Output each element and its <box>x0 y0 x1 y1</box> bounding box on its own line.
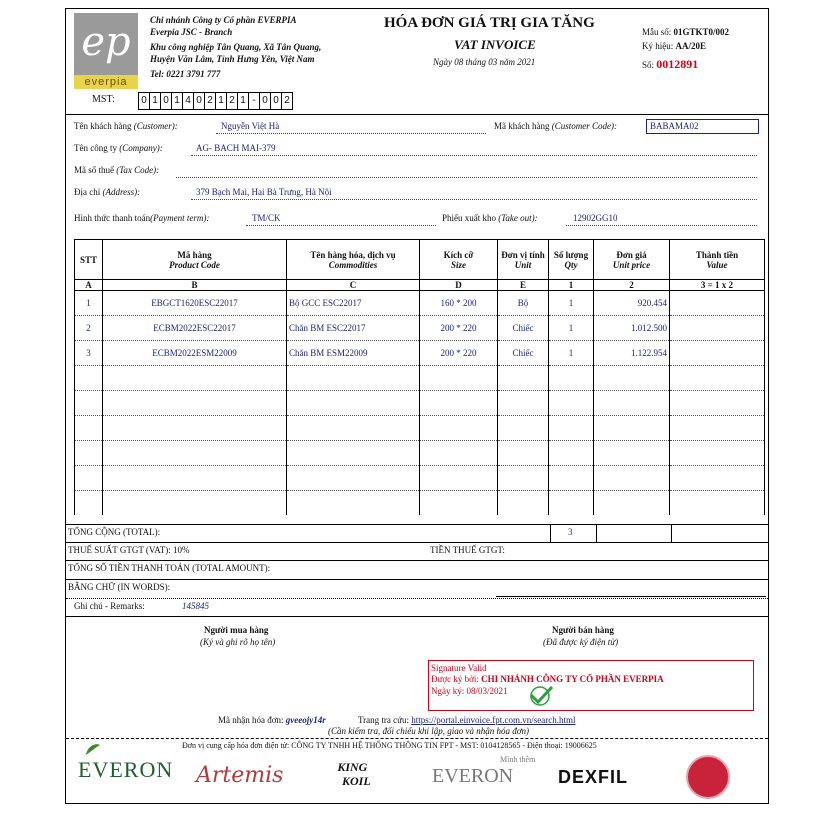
invoice-subtitle: VAT INVOICE <box>454 37 536 52</box>
company-value: AG- BACH MAI-379 <box>196 143 276 153</box>
address-label: Địa chỉ <box>74 187 101 197</box>
vat-amount-label: TIỀN THUẾ GTGT: <box>430 545 505 555</box>
table-row-empty <box>75 391 765 416</box>
col-size: Kích cỡ Size <box>420 240 498 280</box>
mst-label: MST: <box>92 94 115 105</box>
leaf-icon <box>84 743 102 757</box>
table-row-empty <box>75 441 765 466</box>
lookup-link[interactable]: https://portal.einvoice.fpt.com.vn/search.html <box>411 715 576 725</box>
sign-date: Ngày ký: 08/03/2021 <box>431 686 508 696</box>
table-row: 3 ECBM2022ESM22009 Chăn BM ESM22009 200 * 220 Chiếc 1 1.122.954 <box>75 341 765 366</box>
everon-logo: EVERON <box>78 751 173 777</box>
invoice-page: ep everpia Chi nhánh Công ty Cổ phần EVERPIA Everpia JSC - Branch Khu công nghiệp Tân Quang, Xã Tân Quang, Huyện Văn Lâm, Tỉnh Hưng Yên, Việt Nam Tel: 0221 3791 777 MST: 0 1 0 1 4 0 2 1 2 1 - 0 0 2 HÓA ĐƠN GIÁ TRỊ GIA TĂNG VAT INVOICE Ngày 08 tháng 03 năm 2021 Mẫu số: 01GTKT0/002 Ký hiệu: AA/20E Số: 0012891 Tên khách hàng (Customer): Nguyễn Việt Hà Mã khách hàng (Customer Code): BABAMA02 Tên công ty (Company): AG- BACH MAI-379 Mã số thuế (Tax Code): Địa chỉ (Address): 379 Bạch Mai, Hai Bà Trưng, Hà Nội Hình thức thanh toán(Payment term): TM/CK Phiếu xuất kho (Take out): 12902GG10 STT Mã hàng Product Code Tên hàng hóa, dịch vụ Commodities Kích cỡ Size Đơn vị tính Unit Số lượng Qty Đơn giá Unit price Thành tiền Value A B C D E 1 2 3 = 1 x 2 1 EBGCT1620ESC22017 Bộ GCC ESC22017 160 * 200 Bộ 1 920.454 2 ECBM2022ESC22017 Chăn BM ESC22017 200 * 220 Chiếc 1 1.012.500 3 ECBM2022ESM22009 Chăn BM ESM22009 200 * 220 Chiếc 1 1.122.954 TỔNG CỘNG (TOTAL): 3 THUẾ SUẤT GTGT (VAT): 10% TIỀN THUẾ GTGT: TỔNG SỐ TIỀN THANH TOÁN (TOTAL AMOUNT): BẰNG CHỮ (IN WORDS): Ghi chú - Remarks: 145845 Người mua hàng (Ký và ghi rõ họ tên) Người bán hàng (Đã được ký điện tử) Signature Valid Được ký bởi: CHI NHÁNH CÔNG TY CỔ PHẦN EVERPIA Ngày ký: 08/03/2021 Mã nhận hóa đơn: gveeojy14r Trang tra cứu: https://portal.einvoice.fpt.com.vn/search.html (Cần kiểm tra, đối chiếu khi lập, giao và nhận hóa đơn) Đơn vị cung cấp hóa đơn điện tử: CÔNG TY TNHH HỆ THỐNG THÔNG TIN FPT - MST: 0104128565 - Điện thoại: 19006625 EVERON Artemis KING KOIL Mình thêm EVERON DEXFIL <box>65 8 769 804</box>
form-label: Mẫu số: <box>642 27 672 37</box>
total-amount-label: TỔNG SỐ TIỀN THANH TOÁN (TOTAL AMOUNT): <box>68 563 271 573</box>
provider-info: Đơn vị cung cấp hóa đơn điện tử: CÔNG TY TNHH HỆ THỐNG THÔNG TIN FPT - MST: 0104128565 - Điện thoại: 19006625 <box>182 741 597 750</box>
table-row-empty <box>75 491 765 516</box>
number-label: Số: <box>642 60 655 70</box>
artemis-logo: Artemis <box>196 763 284 788</box>
table-code-row: A B C D E 1 2 3 = 1 x 2 <box>75 280 765 291</box>
checkmark-icon <box>527 685 553 707</box>
seller-tel: Tel: 0221 3791 777 <box>150 69 221 79</box>
signature-valid: Signature Valid <box>431 663 487 673</box>
col-commodities: Tên hàng hóa, dịch vụ Commodities <box>287 240 420 280</box>
take-out-label: Phiếu xuất kho <box>442 213 496 223</box>
payment-term-value: TM/CK <box>252 213 281 223</box>
signed-by-value: CHI NHÁNH CÔNG TY CỔ PHẦN EVERPIA <box>481 674 664 684</box>
buyer-title: Người mua hàng <box>204 625 269 635</box>
remarks-label: Ghi chú - Remarks: <box>74 601 145 611</box>
invoice-date: Ngày 08 tháng 03 năm 2021 <box>433 57 536 67</box>
seller-line-1: Chi nhánh Công ty Cổ phần EVERPIA <box>150 15 297 25</box>
col-product-code: Mã hàng Product Code <box>103 240 287 280</box>
vat-rate-label: THUẾ SUẤT GTGT (VAT): 10% <box>68 545 190 555</box>
logo-wordmark: everpia <box>74 75 138 89</box>
remarks-value: 145845 <box>182 601 209 611</box>
table-row-empty <box>75 366 765 391</box>
tax-code-label: Mã số thuế <box>74 165 114 175</box>
signed-by-label: Được ký bởi: <box>431 674 479 684</box>
total-label: TỔNG CỘNG (TOTAL): <box>68 527 161 537</box>
dexfil-logo: DEXFIL <box>558 767 629 787</box>
table-row: 1 EBGCT1620ESC22017 Bộ GCC ESC22017 160 * 200 Bộ 1 920.454 <box>75 291 765 316</box>
kingkoil-logo: KING KOIL <box>337 760 371 788</box>
everpia-logo <box>74 13 138 89</box>
mst-boxes: 0 1 0 1 4 0 2 1 2 1 - 0 0 2 <box>138 92 293 110</box>
receive-code: gveeojy14r <box>285 715 326 725</box>
customer-code-label: Mã khách hàng <box>494 121 550 131</box>
col-unit-price: Đơn giá Unit price <box>594 240 670 280</box>
invoice-title: HÓA ĐƠN GIÁ TRỊ GIA TĂNG <box>384 15 595 31</box>
seller-title: Người bán hàng <box>552 625 614 635</box>
items-table <box>74 239 765 515</box>
comfort-seal-icon <box>686 755 730 799</box>
col-qty: Số lượng Qty <box>549 240 594 280</box>
seller-line-4: Huyện Văn Lâm, Tỉnh Hưng Yên, Việt Nam <box>150 54 315 64</box>
in-words-label: BẰNG CHỮ (IN WORDS): <box>68 582 171 592</box>
buyer-subtitle: (Ký và ghi rõ họ tên) <box>200 637 276 647</box>
address-value: 379 Bạch Mai, Hai Bà Trưng, Hà Nội <box>196 187 332 197</box>
col-unit: Đơn vị tính Unit <box>498 240 549 280</box>
seller-subtitle: (Đã được ký điện tử) <box>543 637 619 647</box>
customer-name-value: Nguyễn Việt Hà <box>221 121 280 131</box>
lookup-label: Trang tra cứu: <box>358 715 410 725</box>
company-label: Tên công ty <box>74 143 117 153</box>
seller-line-2: Everpia JSC - Branch <box>150 27 233 37</box>
payment-term-label: Hình thức thanh toán <box>74 213 151 223</box>
total-qty: 3 <box>568 527 573 537</box>
symbol-value: AA/20E <box>675 41 707 51</box>
table-row-empty <box>75 416 765 441</box>
table-header-row <box>75 240 765 280</box>
customer-name-label: Tên khách hàng <box>74 121 132 131</box>
table-row: 2 ECBM2022ESC22017 Chăn BM ESC22017 200 * 220 Chiếc 1 1.012.500 <box>75 316 765 341</box>
symbol-label: Ký hiệu: <box>642 41 674 51</box>
invoice-number: 0012891 <box>656 57 699 71</box>
col-value: Thành tiền Value <box>670 240 765 280</box>
everon-lite-logo: Mình thêm EVERON <box>432 755 536 787</box>
signature-box <box>428 660 754 711</box>
ep-monogram-icon: ep <box>81 19 131 65</box>
customer-code-value: BABAMA02 <box>646 119 759 134</box>
form-value: 01GTKT0/002 <box>673 27 730 37</box>
divider <box>66 114 768 115</box>
col-stt: STT <box>75 240 103 280</box>
check-note: (Cần kiểm tra, đối chiếu khi lập, giao và nhận hóa đơn) <box>328 726 530 736</box>
take-out-value: 12902GG10 <box>573 213 618 223</box>
seller-line-3: Khu công nghiệp Tân Quang, Xã Tân Quang, <box>150 42 322 52</box>
table-row-empty <box>75 466 765 491</box>
receive-code-label: Mã nhận hóa đơn: <box>218 715 284 725</box>
